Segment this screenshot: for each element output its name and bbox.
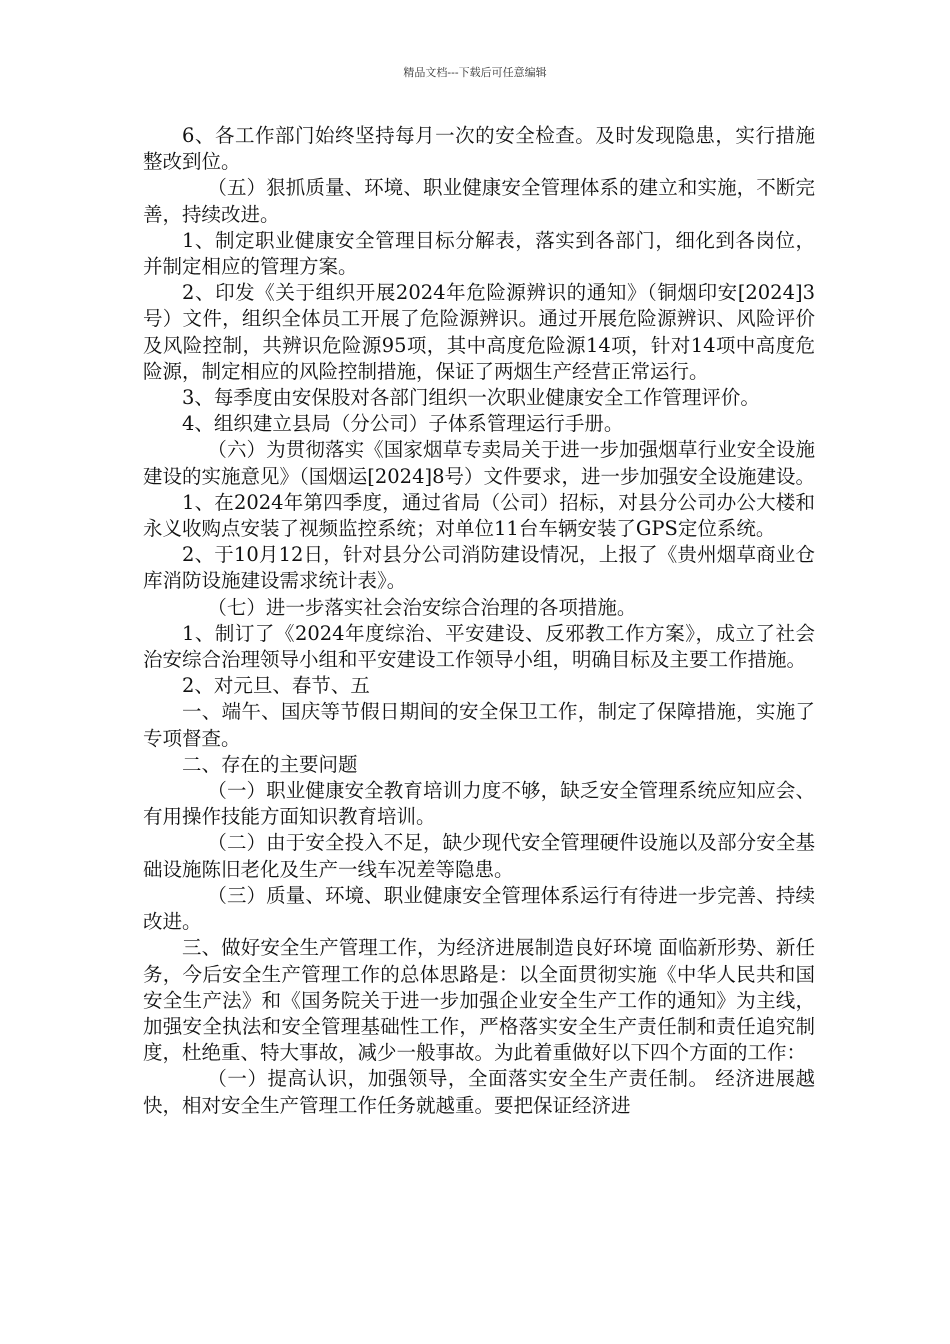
paragraph: （三）质量、环境、职业健康安全管理体系运行有待进一步完善、持续改进。	[143, 883, 815, 934]
paragraph: （五）狠抓质量、环境、职业健康安全管理体系的建立和实施，不断完善，持续改进。	[143, 176, 815, 226]
paragraph: （一）提高认识，加强领导，全面落实安全生产责任制。 经济进展越快，相对安全生产管理工作任务就越重。要把保证经济进	[143, 1067, 815, 1117]
page-header: 精品文档---下载后可任意编辑	[403, 66, 547, 79]
paragraph: 1、制订了《2024年度综治、平安建设、反邪教工作方案》，成立了社会治安综合治理领导小组和平安建设工作领导小组，明确目标及主要工作措施。	[143, 621, 815, 672]
section-heading: 二、存在的主要问题	[182, 752, 358, 776]
paragraph: 3、每季度由安保股对各部门组织一次职业健康安全工作管理评价。	[182, 386, 760, 410]
document-body	[143, 123, 815, 1119]
paragraph: （二）由于安全投入不足，缺少现代安全管理硬件设施以及部分安全基础设施陈旧老化及生产一线车况差等隐患。	[143, 831, 815, 881]
paragraph: （七）进一步落实社会治安综合治理的各项措施。	[207, 595, 637, 619]
paragraph: 2、印发《关于组织开展2024年危险源辨识的通知》（铜烟印安[2024]3号）文件，组织全体员工开展了危险源辨识。通过开展危险源辨识、风险评价及风险控制，共辨识危险源95项，其中高度危险源14项，针对14项中高度危险源，制定相应的风险控制措施，保证了两烟生产经营正常运行。	[143, 281, 815, 383]
paragraph: 6、各工作部门始终坚持每月一次的安全检查。及时发现隐患，实行措施整改到位。	[143, 124, 815, 174]
paragraph: 4、组织建立县局（分公司）子体系管理运行手册。	[182, 412, 624, 436]
paragraph: 三、做好安全生产管理工作，为经济进展制造良好环境 面临新形势、新任务，今后安全生产管理工作的总体思路是：以全面贯彻实施《中华人民共和国安全生产法》和《国务院关于进一步加强企业安全生产工作的通知》为主线，加强安全执法和安全管理基础性工作，严格落实安全生产责任制和责任追究制度，杜绝重、特大事故，减少一般事故。为此着重做好以下四个方面的工作：	[143, 936, 815, 1065]
paragraph: 1、在2024年第四季度，通过省局（公司）招标，对县分公司办公大楼和永义收购点安装了视频监控系统；对单位11台车辆安装了GPS定位系统。	[143, 490, 815, 541]
paragraph: 2、于10月12日，针对县分公司消防建设情况，上报了《贵州烟草商业仓库消防设施建设需求统计表》。	[143, 543, 815, 593]
paragraph: （六）为贯彻落实《国家烟草专卖局关于进一步加强烟草行业安全设施建设的实施意见》（国烟运[2024]8号）文件要求，进一步加强安全设施建设。	[143, 438, 815, 488]
paragraph: 一、端午、国庆等节假日期间的安全保卫工作，制定了保障措施，实施了专项督查。	[143, 700, 815, 750]
paragraph: 2、对元旦、春节、五	[182, 674, 370, 698]
paragraph: 1、制定职业健康安全管理目标分解表，落实到各部门，细化到各岗位，并制定相应的管理方案。	[143, 228, 815, 279]
paragraph: （一）职业健康安全教育培训力度不够，缺乏安全管理系统应知应会、有用操作技能方面知识教育培训。	[143, 779, 815, 829]
